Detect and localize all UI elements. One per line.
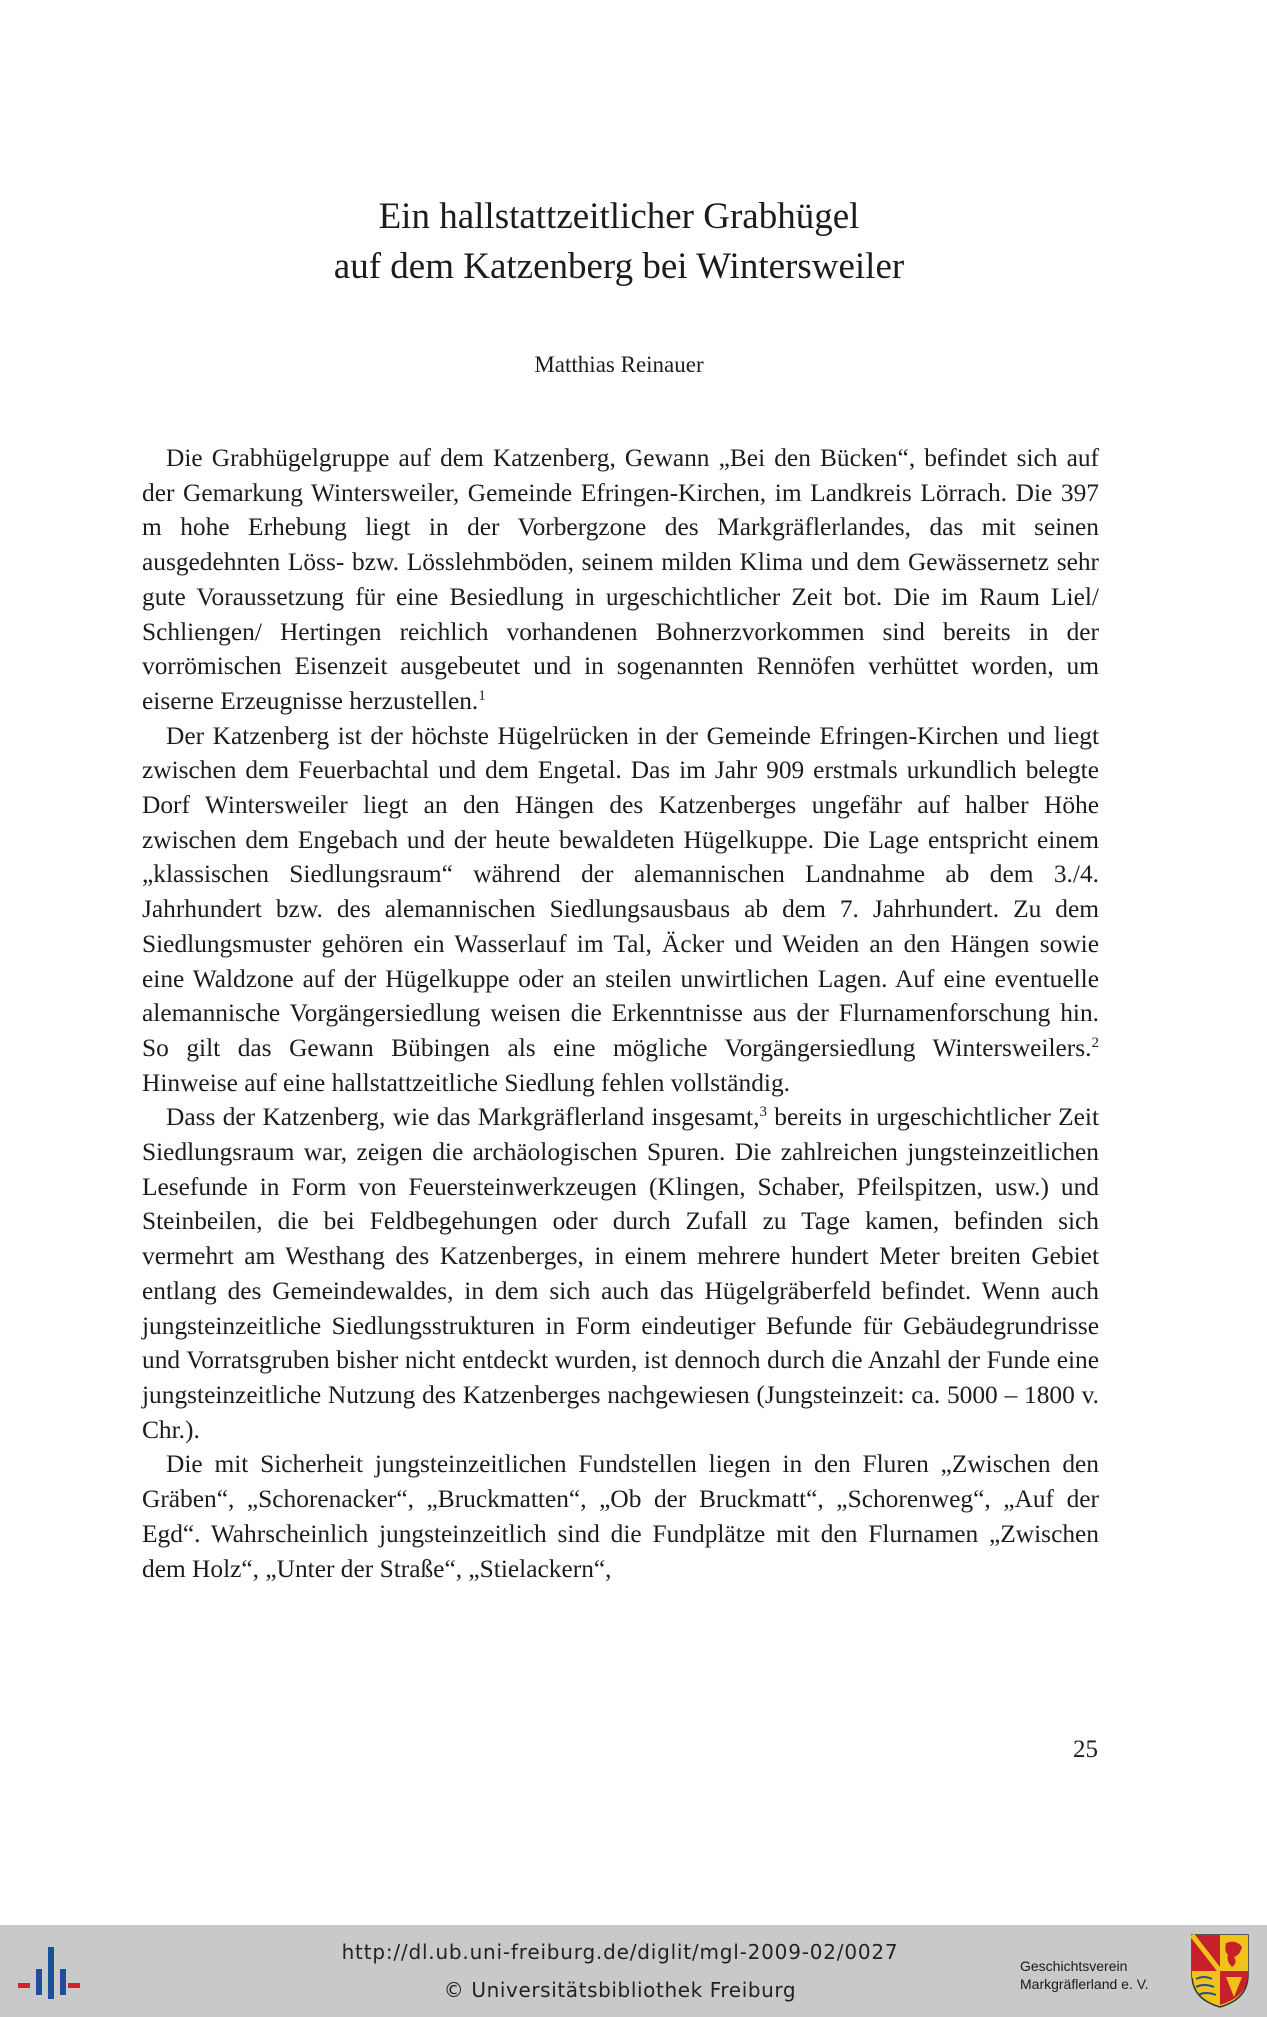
- paragraph-2: Der Katzenberg ist der höchste Hügelrücken in der Gemeinde Efringen-Kirchen und liegt zwischen dem Feuerbachtal und dem Engetal. Das im Jahr 909 erstmals urkundlich belegte Dorf Wintersweiler liegt an den Hängen des Katzenberges ungefähr auf halber Höhe zwischen dem Engebach und der heute bewaldeten Hügelkuppe. Die Lage entspricht einem „klassischen Siedlungsraum“ während der alemannischen Landnahme ab dem 3./4. Jahrhundert bzw. des alemannischen Siedlungsausbaus ab dem 7. Jahrhundert. Zu dem Siedlungsmuster gehören ein Wasserlauf im Tal, Äcker und Weiden an den Hängen sowie eine Waldzone auf der Hügelkuppe oder an steilen unwirtlichen Lagen. Auf eine eventuelle alemannische Vorgängersiedlung weisen die Erkenntnisse aus der Flurnamenforschung hin. So gilt das Gewann Bübingen als eine mögliche Vorgängersiedlung Wintersweilers.$^2$ Hinweise auf eine hallstattzeitliche Siedlung fehlen vollständig.: [142, 721, 1099, 1097]
- society-crest-icon[interactable]: [1190, 1933, 1250, 2009]
- article-title-line-1: Ein hallstattzeitlicher Grabhügel: [378, 196, 860, 237]
- paragraph-3: Dass der Katzenberg, wie das Markgräflerland insgesamt,$^3$ bereits in urgeschichtlicher Zeit Siedlungsraum war, zeigen die archäologischen Spuren. Die zahlreichen jungsteinzeitlichen Lesefunde in Form von Feuersteinwerkzeugen (Klingen, Schaber, Pfeilspitzen, usw.) und Steinbeilen, die bei Feldbegehungen oder durch Zufall zu Tage kamen, befinden sich vermehrt am Westhang des Katzenberges, in einem mehrere hundert Meter breiten Gebiet entlang des Gemeindewaldes, in dem sich auch das Hügelgräberfeld befindet. Wenn auch jungsteinzeitliche Siedlungsstrukturen in Form eindeutiger Befunde für Gebäudegrundrisse und Vorratsgruben bisher nicht entdeckt wurden, ist dennoch durch die Anzahl der Funde eine jungsteinzeitliche Nutzung des Katzenberges nachgewiesen (Jungsteinzeit: ca. 5000 – 1800 v. Chr.).: [142, 1103, 1099, 1444]
- copyright-notice: © Universitätsbibliothek Freiburg: [443, 1978, 797, 2002]
- article-author: Matthias Reinauer: [534, 352, 704, 377]
- footnote-ref-1: 1: [478, 687, 486, 704]
- article-title-line-2: auf dem Katzenberg bei Wintersweiler: [333, 246, 905, 287]
- footnote-ref-2: 2: [1091, 1034, 1099, 1051]
- society-name-line-1: Geschichtsverein: [1020, 1958, 1128, 1974]
- article-title: [0, 192, 1238, 292]
- article-body: [142, 441, 1099, 1586]
- paragraph-4: Die mit Sicherheit jungsteinzeitlichen Fundstellen liegen in den Fluren „Zwischen den Gräben“, „Schorenacker“, „Bruckmatten“, „Ob der Bruckmatt“, „Schorenweg“, „Auf der Egd“. Wahrscheinlich jungsteinzeitlich sind die Fundplätze mit den Flurnamen „Zwischen dem Holz“, „Unter der Straße“, „Stielackern“,: [142, 1450, 1099, 1583]
- society-name: [1020, 1957, 1180, 1993]
- page-number: 25: [1073, 1736, 1098, 1763]
- ub-freiburg-logo-icon[interactable]: [18, 1943, 80, 2001]
- permalink-url[interactable]: http://dl.ub.uni-freiburg.de/diglit/mgl-2009-02/0027: [341, 1940, 899, 1964]
- society-name-line-2: Markgräflerland e. V.: [1020, 1976, 1149, 1992]
- viewer-footer: [0, 1925, 1267, 2017]
- footnote-ref-3: 3: [759, 1104, 767, 1121]
- paragraph-1: Die Grabhügelgruppe auf dem Katzenberg, Gewann „Bei den Bücken“, befindet sich auf der Gemarkung Wintersweiler, Gemeinde Efringen-Kirchen, im Landkreis Lörrach. Die 397 m hohe Erhebung liegt in der Vorbergzone des Markgräflerlandes, das mit seinen ausgedehnten Löss- bzw. Lösslehmböden, seinem milden Klima und dem Gewässernetz sehr gute Voraussetzung für eine Besiedlung in urgeschichtlicher Zeit bot. Die im Raum Liel/ Schliengen/ Hertingen reichlich vorhandenen Bohnerzvorkommen sind bereits in der vorrömischen Eisenzeit ausgebeutet und in sogenannten Rennöfen verhüttet worden, um eiserne Erzeugnisse herzustellen.$^1$: [142, 444, 1099, 715]
